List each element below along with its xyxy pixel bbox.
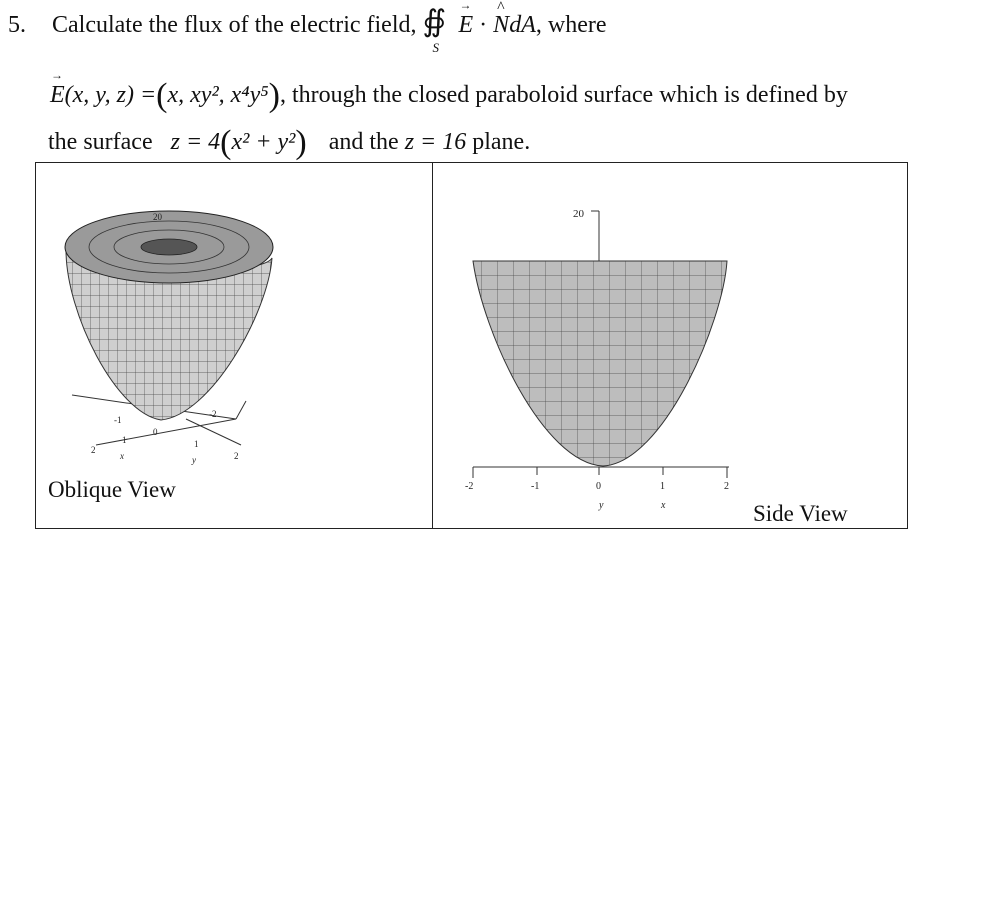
oblique-tick-4: 2 (91, 445, 96, 455)
oblique-tick-5: 1 (194, 439, 199, 449)
side-axis-y: y (599, 500, 604, 511)
oblique-view-plot (36, 163, 432, 530)
surface-conjunction: and the (328, 129, 399, 155)
integrand-da: dA (509, 12, 536, 38)
problem-line-2 (50, 73, 848, 114)
plane-equation: z = 16 (404, 129, 467, 155)
side-x-tick-4: 2 (724, 481, 729, 492)
paren-close-2: ) (295, 124, 307, 161)
oblique-view-caption: Oblique View (48, 477, 176, 502)
oblique-axis-x: x (120, 451, 124, 461)
field-components: x, xy², x⁴y⁵ (167, 82, 269, 108)
integral-subscript: S (432, 40, 439, 55)
figure-panel (35, 162, 908, 529)
side-x-tick-2: 0 (596, 481, 601, 492)
oblique-z-tick: 20 (153, 212, 162, 222)
surface-eq-inner: x² + y² (231, 129, 296, 155)
problem-line-3 (48, 120, 531, 161)
surface-prefix: the surface (48, 129, 153, 155)
surface-eq-lhs: z = 4 (170, 129, 221, 155)
side-x-tick-1: -1 (531, 481, 540, 492)
side-x-tick-3: 1 (660, 481, 665, 492)
oblique-tick-6: 2 (234, 451, 239, 461)
problem-intro: Calculate the flux of the electric field, (52, 12, 417, 38)
side-axis-x: x (661, 500, 666, 511)
problem-number: 5. (8, 12, 26, 38)
integrand-n: ^ N (493, 12, 509, 39)
where-text: , where (535, 12, 607, 38)
paren-open-2: ( (220, 124, 232, 161)
problem-line-1 (8, 5, 607, 55)
paren-open: ( (156, 77, 168, 114)
side-view-caption: Side View (753, 501, 848, 526)
side-view-plot (433, 163, 909, 530)
paren-close: ) (268, 77, 280, 114)
oblique-tick-2: -2 (209, 409, 217, 419)
integrand-e: → E (459, 12, 474, 39)
oblique-tick-1: 1 (122, 435, 127, 445)
field-lhs: → E(x, y, z) = (50, 82, 156, 109)
oblique-axis-y: y (192, 455, 196, 465)
oblique-tick-0: -1 (114, 415, 122, 425)
side-x-tick-0: -2 (465, 481, 474, 492)
oblique-tick-3: 0 (153, 427, 158, 437)
integrand-dot: · (473, 12, 494, 38)
side-z-tick: 20 (573, 208, 584, 220)
surface-integral-symbol: ∯ S (422, 5, 447, 55)
plane-suffix: plane. (472, 129, 531, 155)
field-tail: , through the closed paraboloid surface which is defined by (279, 82, 848, 108)
